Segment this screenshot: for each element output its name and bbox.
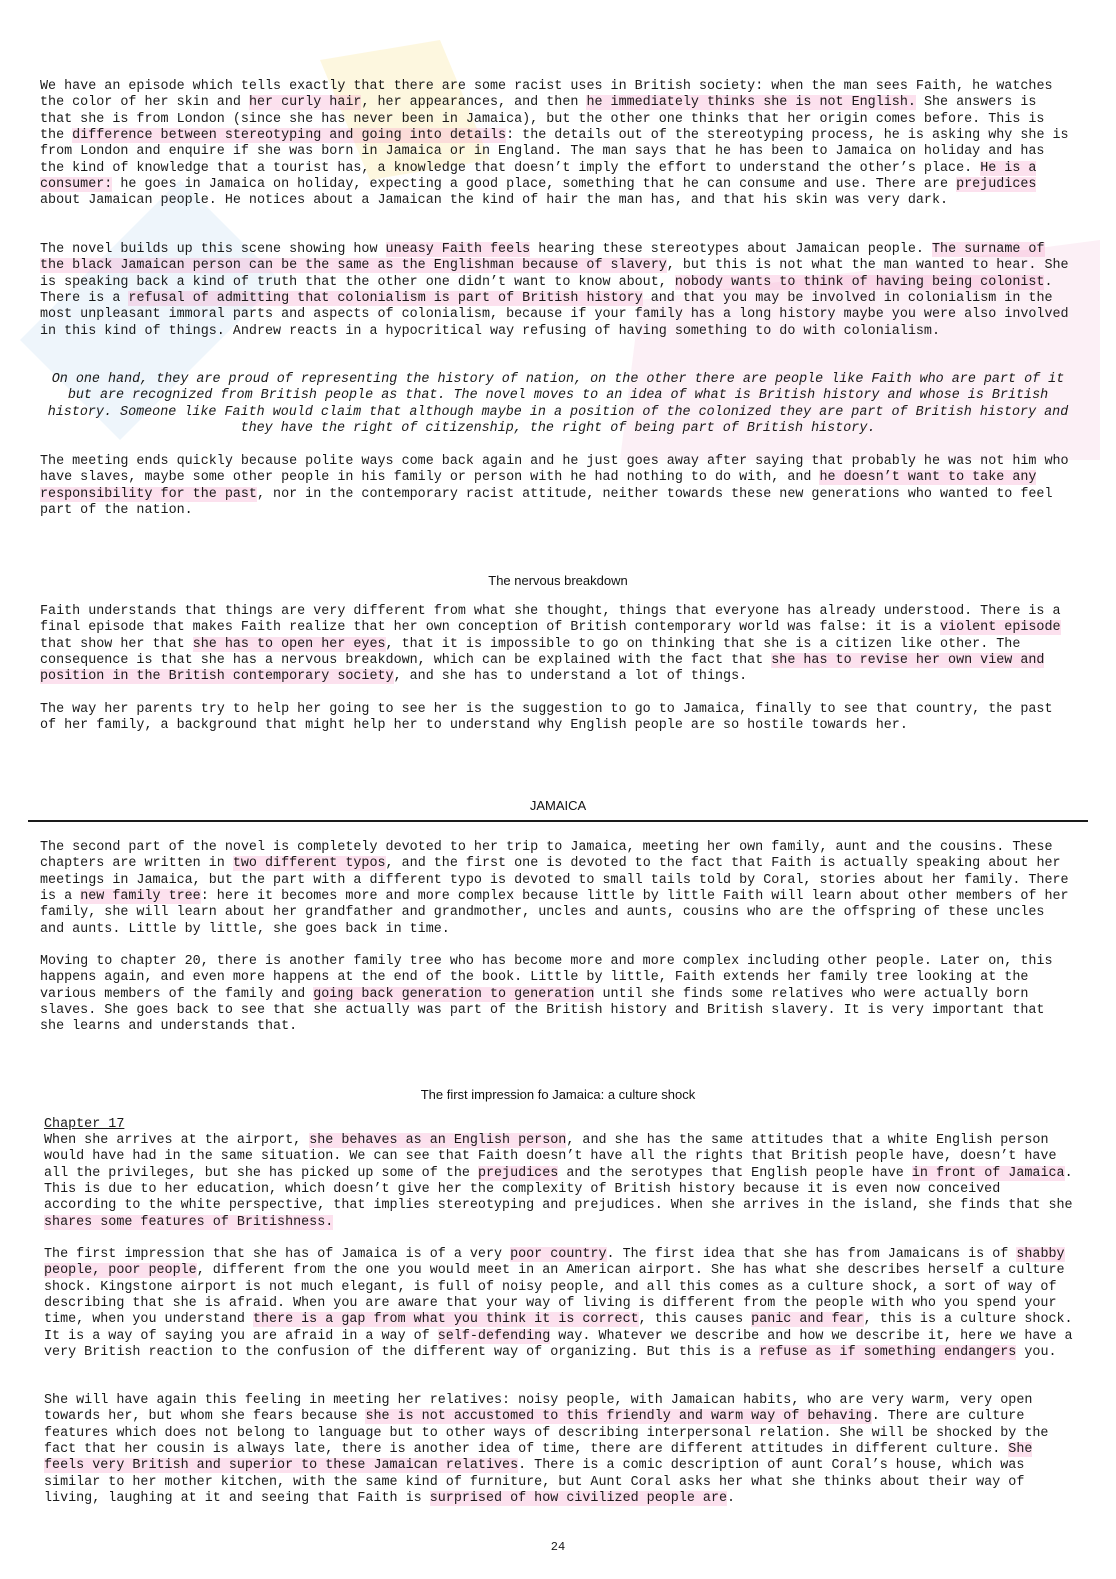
paragraph-racist-episode: We have an episode which tells exactly that there are some racist uses in British society: when the man sees Faith, he watches the color of her skin and her curly hair, her appearances, and then he immediately thinks she is not English. She answers is that she is from London (since she has never been in Jamaica), but the other one thinks that her origin comes before. This is the difference between stereotyping and going into details: the details out of the stereotyping process, he is asking why she is from London and enquire if she was born in Jamaica or in England. The man says that he has been to Jamaica on holiday and has the kind of knowledge that a tourist has, a knowledge that doesn’t imply the effort to understand the other’s place. He is a consumer: he goes in Jamaica on holiday, expecting a good place, something that he can consume and use. There are prejudices about Jamaican people. He notices about a Jamaican the kind of hair the man has, and that his skin was very dark. [40,79,1069,209]
paragraph-meeting-relatives: She will have again this feeling in meeting her relatives: noisy people, with Jamaican habits, who are very warm, very open towards her, but whom she fears because she is not accustomed to this friendly and warm way of behaving. There are culture features which does not belong to language but to other ways of describing interpersonal relation. She will be shocked by the fact that her cousin is always late, there is another idea of time, there are different attitudes in different culture. She feels very British and superior to these Jamaican relatives. There is a comic description of aunt Coral’s house, which was similar to her mother kitchen, with the same kind of furniture, but Aunt Coral asks her what she thinks about their way of living, laughing at it and seeing that Faith is surprised of how civilized people are. [44,1393,1049,1507]
page-number: 24 [550,1540,566,1554]
paragraph-parents-help: The way her parents try to help her going to see her is the suggestion to go to Jamaica, finally to see that country, the past of her family, a background that might help her to understand why English people are so hostile towards her. [40,702,1053,734]
quote-paragraph: On one hand, they are proud of representing the history of nation, on the other there are people like Faith who are part of it but are recognized from British people as that. The novel moves to an idea of what is British history and whose is British history. Someone like Faith would claim that although maybe in a position of the colonized they are part of British history and they have the right of citizenship, the right of being part of British history. [47,372,1069,437]
paragraph-airport-arrival: When she arrives at the airport, she behaves as an English person, and she has the same attitudes that a white English person would have had in the same situation. We can see that Faith doesn’t have all the rights that British people have, doesn’t have all the privileges, but she has picked up some of the prejudices and the serotypes that English people have in front of Jamaica. This is due to her education, which doesn’t give her the complexity of British history because it is even now conceived according to the white perspective, that implies stereotyping and prejudices. When she arrives in the island, she finds that she shares some features of Britishness. [44,1133,1073,1230]
section-divider [28,820,1088,822]
paragraph-meeting-ends: The meeting ends quickly because polite ways come back again and he just goes away after saying that probably he was not him who have slaves, maybe some other people in his family or person with he had nothing to do with, and he doesn’t want to take any responsibility for the past, nor in the contemporary racist attitude, neither towards these new generations who wanted to feel part of the nation. [40,454,1069,519]
heading-nervous-breakdown: The nervous breakdown [488,573,628,588]
paragraph-chapter-20: Moving to chapter 20, there is another family tree who has become more and more complex including other people. Later on, this happens again, and even more happens at the end of the book. Little by little, Faith extends her family tree looking at the various members of the family and going back generation to generation until she finds some relatives who were actually born slaves. She goes back to see that she actually was part of the British history and British slavery. It is very important that she learns and understands that. [40,954,1053,1035]
paragraph-second-part: The second part of the novel is completely devoted to her trip to Jamaica, meeting her own family, aunt and the cousins. These chapters are written in two different typos, and the first one is devoted to the fact that Faith is actually speaking about her meetings in Jamaica, but the part with a different typo is devoted to small tails told by Coral, stories about her family. There is a new family tree: here it becomes more and more complex because little by little Faith will learn about other members of her family, she will learn about her grandfather and grandmother, uncles and aunts, cousins who are the offspring of these uncles and aunts. Little by little, she goes back in time. [40,840,1069,937]
chapter-label: Chapter 17 [44,1117,125,1132]
heading-first-impression: The first impression fo Jamaica: a culture shock [420,1087,696,1102]
paragraph-novel-builds-scene: The novel builds up this scene showing how uneasy Faith feels hearing these stereotypes about Jamaican people. The surname of the black Jamaican person can be the same as the Englishman because of slavery, but this is not what the man wanted to hear. She is speaking back a kind of truth that the other one didn’t want to know about, nobody wants to think of having being colonist. There is a refusal of admitting that colonialism is part of British history and that you may be involved in colonialism in the most unpleasant immoral parts and aspects of colonialism, because if your family has a long history maybe you were also involved in this kind of things. Andrew reacts in a hypocritical way refusing of having something to do with colonialism. [40,242,1069,339]
heading-jamaica: JAMAICA [529,798,587,813]
paragraph-faith-understands: Faith understands that things are very different from what she thought, things that everyone has already understood. There is a final episode that makes Faith realize that her own conception of British contemporary world was false: it is a violent episode that show her that she has to open her eyes, that it is impossible to go on thinking that she is a citizen like other. The consequence is that she has a nervous breakdown, which can be explained with the fact that she has to revise her own view and position in the British contemporary society, and she has to understand a lot of things. [40,604,1061,685]
paragraph-poor-country: The first impression that she has of Jamaica is of a very poor country. The first idea that she has from Jamaicans is of shabby people, poor people, different from the one you would meet in an American airport. She has what she describes herself a culture shock. Kingstone airport is not much elegant, is full of noisy people, and all this comes as a culture shock, a sort of way of describing that she is afraid. When you are aware that your way of living is different from the people with who you spend your time, when you understand there is a gap from what you think it is correct, this causes panic and fear, this is a culture shock. It is a way of saying you are afraid in a way of self-defending way. Whatever we describe and how we describe it, here we have a very British reaction to the confusion of the different way of organizing. But this is a refuse as if something endangers you. [44,1247,1073,1361]
